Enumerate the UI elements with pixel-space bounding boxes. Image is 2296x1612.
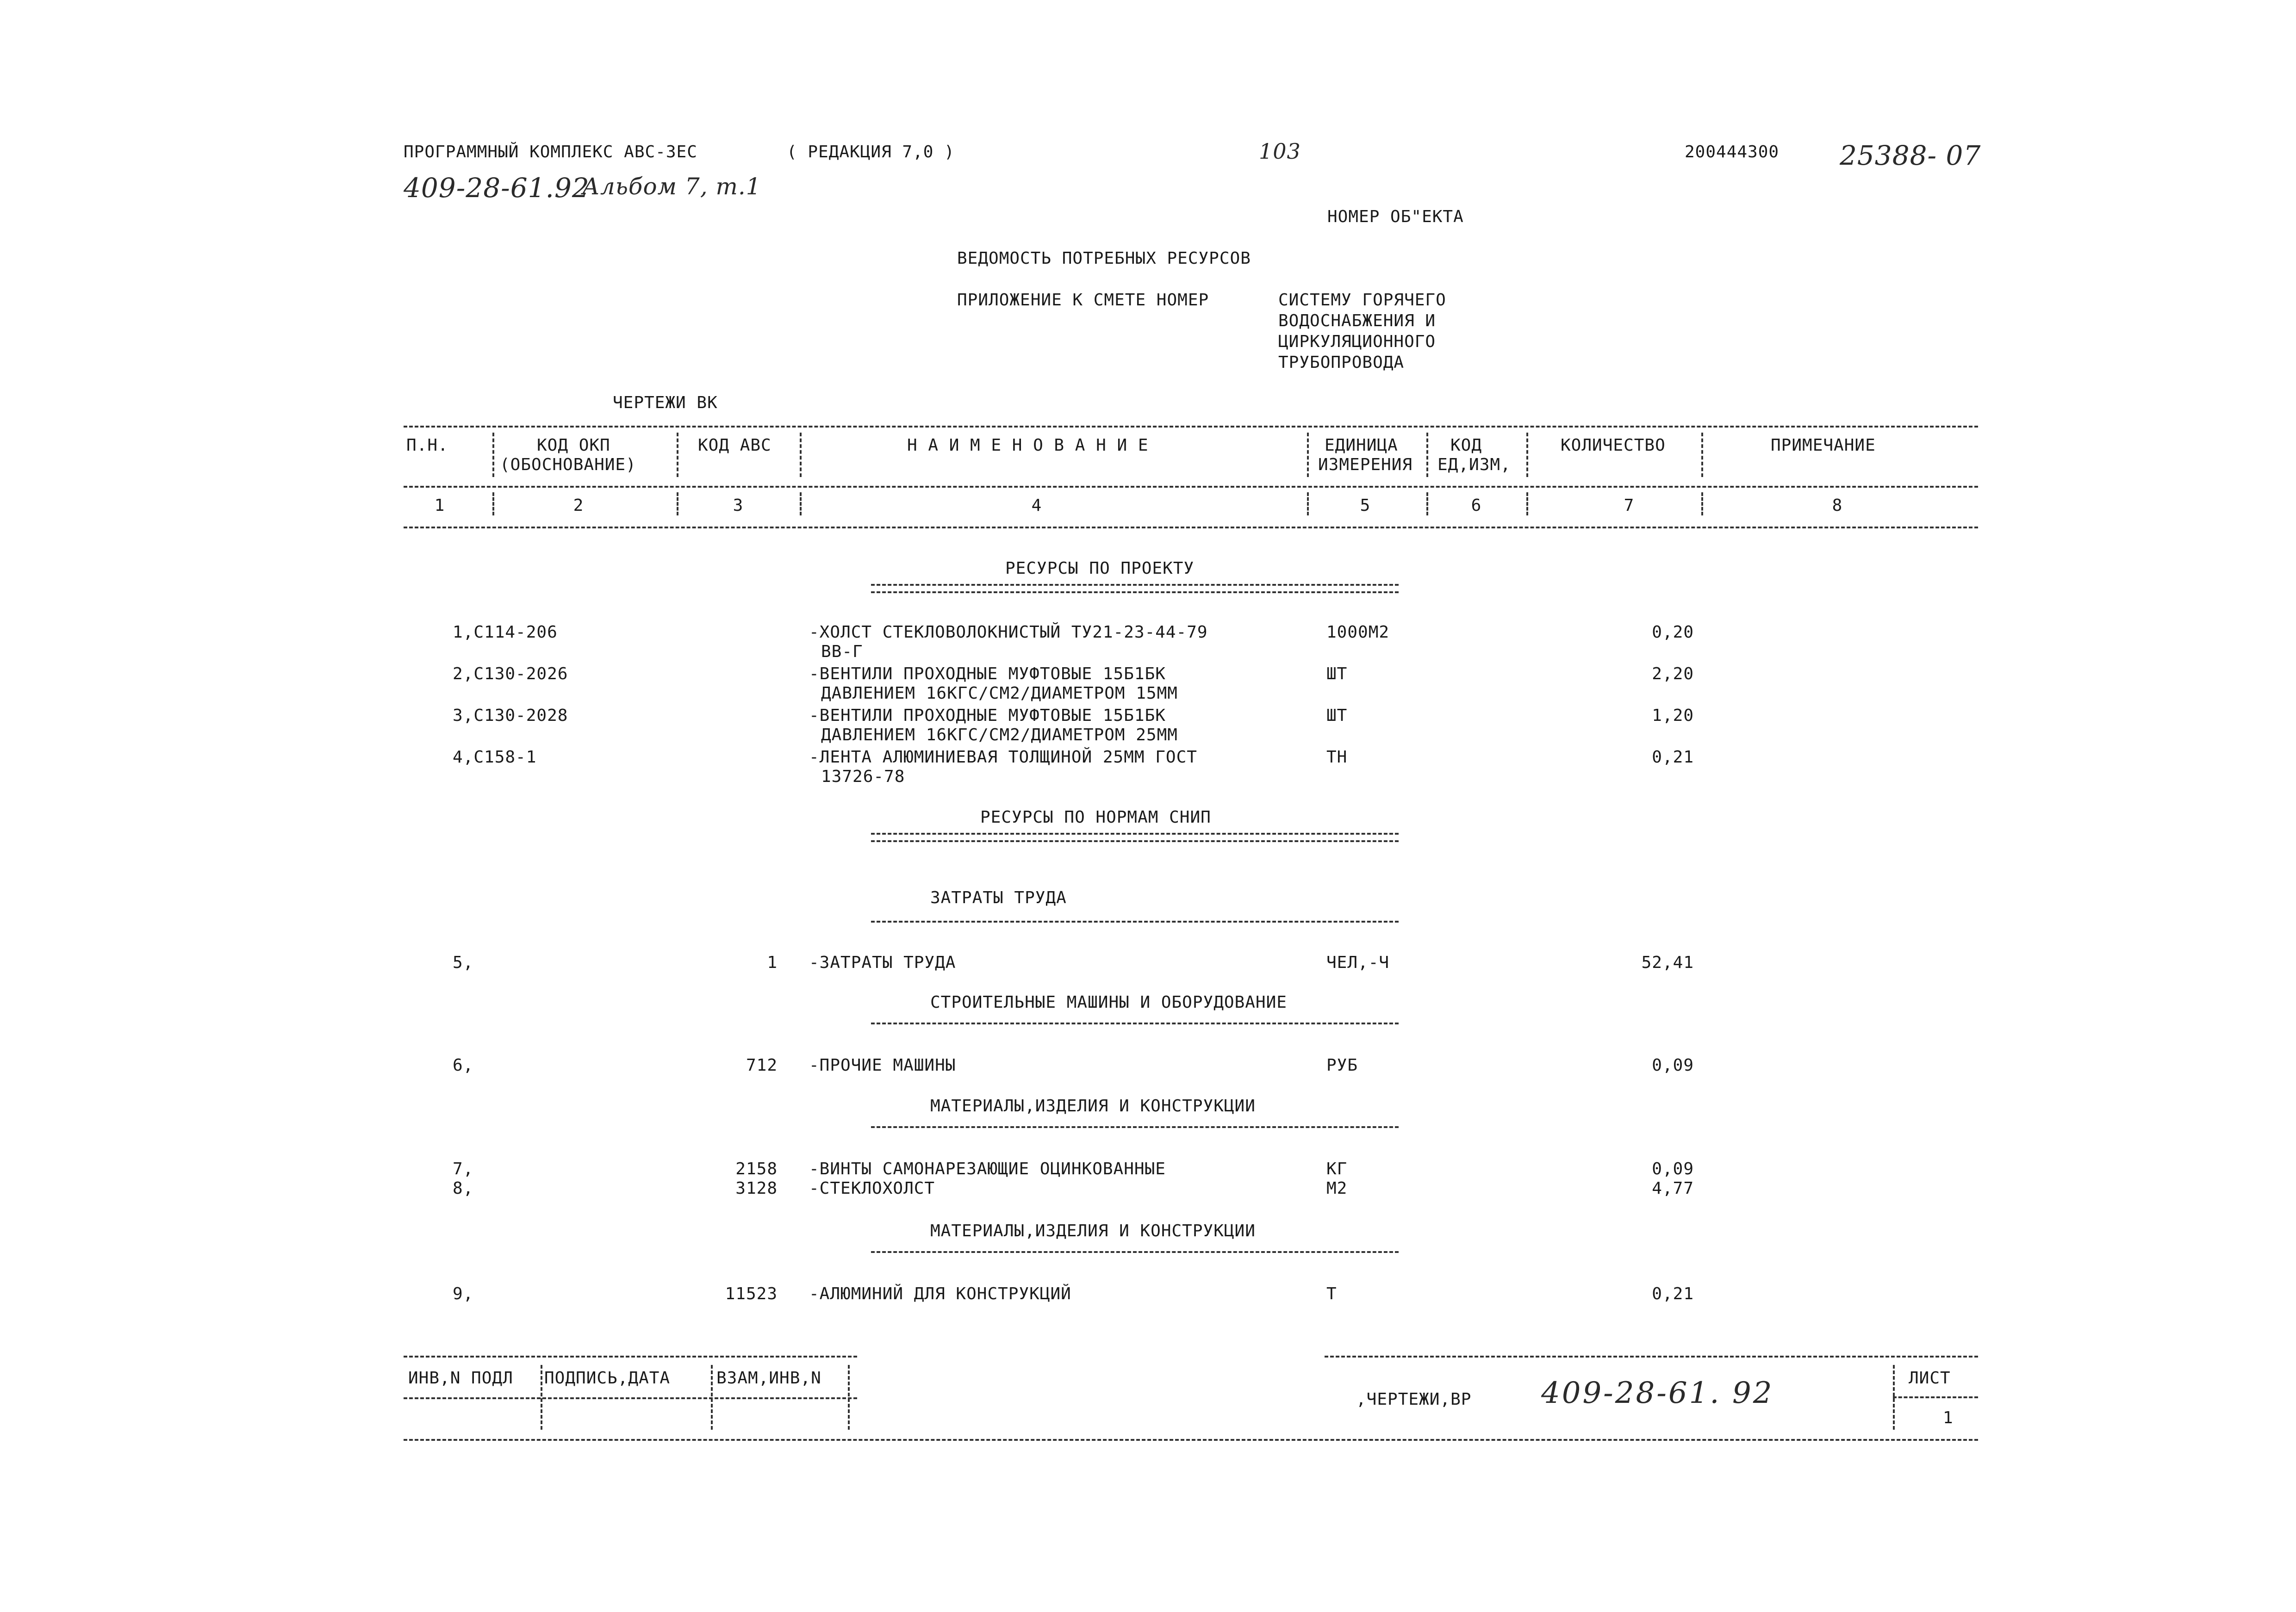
row-2-unit: ШТ xyxy=(1326,664,1348,683)
col-separator xyxy=(1526,433,1528,477)
col-separator xyxy=(1701,492,1703,515)
col-number-8: 8 xyxy=(1832,496,1843,515)
footer-inv-label: ИНВ,N ПОДЛ xyxy=(408,1369,513,1388)
col-separator xyxy=(677,492,678,515)
col-separator xyxy=(492,433,494,477)
footer-sheet-number: 1 xyxy=(1943,1408,1954,1427)
footer-handwritten-project-number: 409-28-61. 92 xyxy=(1541,1376,1774,1410)
footer-right-top-rule xyxy=(1325,1356,1978,1358)
subject-line-2: ВОДОСНАБЖЕНИЯ И xyxy=(1278,311,1436,330)
row-8-name: -СТЕКЛОХОЛСТ xyxy=(809,1179,935,1198)
col-separator xyxy=(1426,492,1428,515)
row-4-name-cont: 13726-78 xyxy=(821,767,905,786)
section-project-resources: РЕСУРСЫ ПО ПРОЕКТУ xyxy=(1005,559,1195,578)
edition: ( РЕДАКЦИЯ 7,0 ) xyxy=(787,143,955,161)
object-number-label: НОМЕР ОБ"ЕКТА xyxy=(1327,207,1464,226)
col-separator xyxy=(677,433,678,477)
row-9-name: -АЛЮМИНИЙ ДЛЯ КОНСТРУКЦИЙ xyxy=(809,1284,1071,1303)
row-4-unit: ТН xyxy=(1326,748,1348,767)
header-pn: П.Н. xyxy=(406,436,448,455)
col-separator xyxy=(1701,433,1703,477)
footer-bottom-rule xyxy=(404,1439,1978,1441)
row-3-name-cont: ДАВЛЕНИЕМ 16КГС/СМ2/ДИАМЕТРОМ 25ММ xyxy=(821,725,1178,744)
row-7-pn: 7, xyxy=(453,1159,474,1178)
row-3-name: -ВЕНТИЛИ ПРОХОДНЫЕ МУФТОВЫЕ 15Б1БК xyxy=(809,706,1166,725)
col-number-2: 2 xyxy=(573,496,584,515)
row-1-name: -ХОЛСТ СТЕКЛОВОЛОКНИСТЫЙ ТУ21-23-44-79 xyxy=(809,623,1208,642)
document-code: 200444300 xyxy=(1685,143,1780,161)
col-number-3: 3 xyxy=(733,496,744,515)
row-7-name: -ВИНТЫ САМОНАРЕЗАЮЩИЕ ОЦИНКОВАННЫЕ xyxy=(809,1159,1166,1178)
col-separator xyxy=(1526,492,1528,515)
header-abc: КОД АВС xyxy=(698,436,772,455)
row-6-abc: 712 xyxy=(746,1056,778,1075)
row-7-unit: КГ xyxy=(1326,1159,1348,1178)
col-separator xyxy=(1307,433,1309,477)
row-1-qty: 0,20 xyxy=(1652,623,1694,642)
row-5-qty: 52,41 xyxy=(1641,953,1694,972)
header-okp-2: (ОБОСНОВАНИЕ) xyxy=(500,455,636,474)
row-7-qty: 0,09 xyxy=(1652,1159,1694,1178)
row-5-pn: 5, xyxy=(453,953,474,972)
subsection-underline xyxy=(871,1251,1399,1253)
footer-drawings-label: ,ЧЕРТЕЖИ,ВР xyxy=(1356,1390,1472,1409)
row-1-pn: 1,С114-206 xyxy=(453,623,558,642)
row-8-pn: 8, xyxy=(453,1179,474,1198)
col-separator xyxy=(492,492,494,515)
section-materials-2: МАТЕРИАЛЫ,ИЗДЕЛИЯ И КОНСТРУКЦИИ xyxy=(930,1221,1256,1240)
header-qty: КОЛИЧЕСТВО xyxy=(1561,436,1666,455)
row-3-unit: ШТ xyxy=(1326,706,1348,725)
row-8-unit: М2 xyxy=(1326,1179,1348,1198)
row-4-pn: 4,С158-1 xyxy=(453,748,537,767)
row-4-qty: 0,21 xyxy=(1652,748,1694,767)
col-number-6: 6 xyxy=(1471,496,1482,515)
footer-vzam-label: ВЗАМ,ИНВ,N xyxy=(716,1369,821,1388)
row-9-qty: 0,21 xyxy=(1652,1284,1694,1303)
header-note: ПРИМЕЧАНИЕ xyxy=(1771,436,1876,455)
header-unit-2: ИЗМЕРЕНИЯ xyxy=(1318,455,1413,474)
header-name: Н А И М Е Н О В А Н И Е xyxy=(907,436,1149,455)
col-number-1: 1 xyxy=(434,496,445,515)
row-9-pn: 9, xyxy=(453,1284,474,1303)
program-name: ПРОГРАММНЫЙ КОМПЛЕКС АВС-3ЕС xyxy=(404,143,697,161)
row-7-abc: 2158 xyxy=(735,1159,778,1178)
footer-sheet-label: ЛИСТ xyxy=(1909,1369,1951,1388)
footer-left-mid-rule xyxy=(404,1397,857,1399)
table-top-rule xyxy=(404,426,1978,428)
subsection-underline xyxy=(871,1126,1399,1128)
subsection-underline xyxy=(871,1023,1399,1024)
footer-sign-label: ПОДПИСЬ,ДАТА xyxy=(544,1369,671,1388)
row-2-pn: 2,С130-2026 xyxy=(453,664,568,683)
row-1-unit: 1000М2 xyxy=(1326,623,1390,642)
page-number: 103 xyxy=(1259,139,1301,164)
row-8-qty: 4,77 xyxy=(1652,1179,1694,1198)
col-number-4: 4 xyxy=(1031,496,1042,515)
col-separator xyxy=(800,433,802,477)
document-title: ВЕДОМОСТЬ ПОТРЕБНЫХ РЕСУРСОВ xyxy=(957,249,1251,268)
handwritten-doc-number: 25388- 07 xyxy=(1840,140,1981,171)
row-8-abc: 3128 xyxy=(735,1179,778,1198)
handwritten-project-number: 409-28-61.92 xyxy=(404,172,590,204)
section-machines: СТРОИТЕЛЬНЫЕ МАШИНЫ И ОБОРУДОВАНИЕ xyxy=(930,993,1287,1012)
row-5-name: -ЗАТРАТЫ ТРУДА xyxy=(809,953,956,972)
col-separator xyxy=(1307,492,1309,515)
section-underline xyxy=(871,833,1399,842)
col-separator xyxy=(800,492,802,515)
col-separator xyxy=(1426,433,1428,477)
header-unit-1: ЕДИНИЦА xyxy=(1325,436,1398,455)
table-numbers-rule xyxy=(404,527,1978,528)
row-5-unit: ЧЕЛ,-Ч xyxy=(1326,953,1390,972)
row-6-unit: РУБ xyxy=(1326,1056,1358,1075)
col-number-5: 5 xyxy=(1360,496,1371,515)
row-6-qty: 0,09 xyxy=(1652,1056,1694,1075)
row-6-pn: 6, xyxy=(453,1056,474,1075)
subject-line-1: СИСТЕМУ ГОРЯЧЕГО xyxy=(1278,291,1446,310)
footer-left-top-rule xyxy=(404,1356,857,1358)
drawings-label: ЧЕРТЕЖИ ВК xyxy=(613,393,718,412)
row-3-pn: 3,С130-2028 xyxy=(453,706,568,725)
section-labor: ЗАТРАТЫ ТРУДА xyxy=(930,888,1067,907)
row-4-name: -ЛЕНТА АЛЮМИНИЕВАЯ ТОЛЩИНОЙ 25ММ ГОСТ xyxy=(809,748,1197,767)
row-1-name-cont: ВВ-Г xyxy=(821,642,863,661)
header-okp-1: КОД ОКП xyxy=(537,436,610,455)
col-number-7: 7 xyxy=(1624,496,1635,515)
row-3-qty: 1,20 xyxy=(1652,706,1694,725)
section-materials: МАТЕРИАЛЫ,ИЗДЕЛИЯ И КОНСТРУКЦИИ xyxy=(930,1097,1256,1116)
row-5-abc: 1 xyxy=(767,953,778,972)
appendix-label: ПРИЛОЖЕНИЕ К СМЕТЕ НОМЕР xyxy=(957,291,1209,310)
section-underline xyxy=(871,584,1399,593)
header-ucode-1: КОД xyxy=(1450,436,1482,455)
handwritten-album: Альбом 7, т.1 xyxy=(582,173,761,200)
subsection-underline xyxy=(871,921,1399,923)
table-header-rule xyxy=(404,486,1978,488)
row-2-qty: 2,20 xyxy=(1652,664,1694,683)
row-9-abc: 11523 xyxy=(725,1284,778,1303)
row-2-name-cont: ДАВЛЕНИЕМ 16КГС/СМ2/ДИАМЕТРОМ 15ММ xyxy=(821,684,1178,703)
section-snip-resources: РЕСУРСЫ ПО НОРМАМ СНИП xyxy=(980,808,1211,827)
header-ucode-2: ЕД,ИЗМ, xyxy=(1437,455,1511,474)
subject-line-3: ЦИРКУЛЯЦИОННОГО xyxy=(1278,332,1436,351)
row-9-unit: Т xyxy=(1326,1284,1337,1303)
footer-sheet-rule xyxy=(1893,1396,1978,1398)
subject-line-4: ТРУБОПРОВОДА xyxy=(1278,353,1405,372)
row-2-name: -ВЕНТИЛИ ПРОХОДНЫЕ МУФТОВЫЕ 15Б1БК xyxy=(809,664,1166,683)
row-6-name: -ПРОЧИЕ МАШИНЫ xyxy=(809,1056,956,1075)
